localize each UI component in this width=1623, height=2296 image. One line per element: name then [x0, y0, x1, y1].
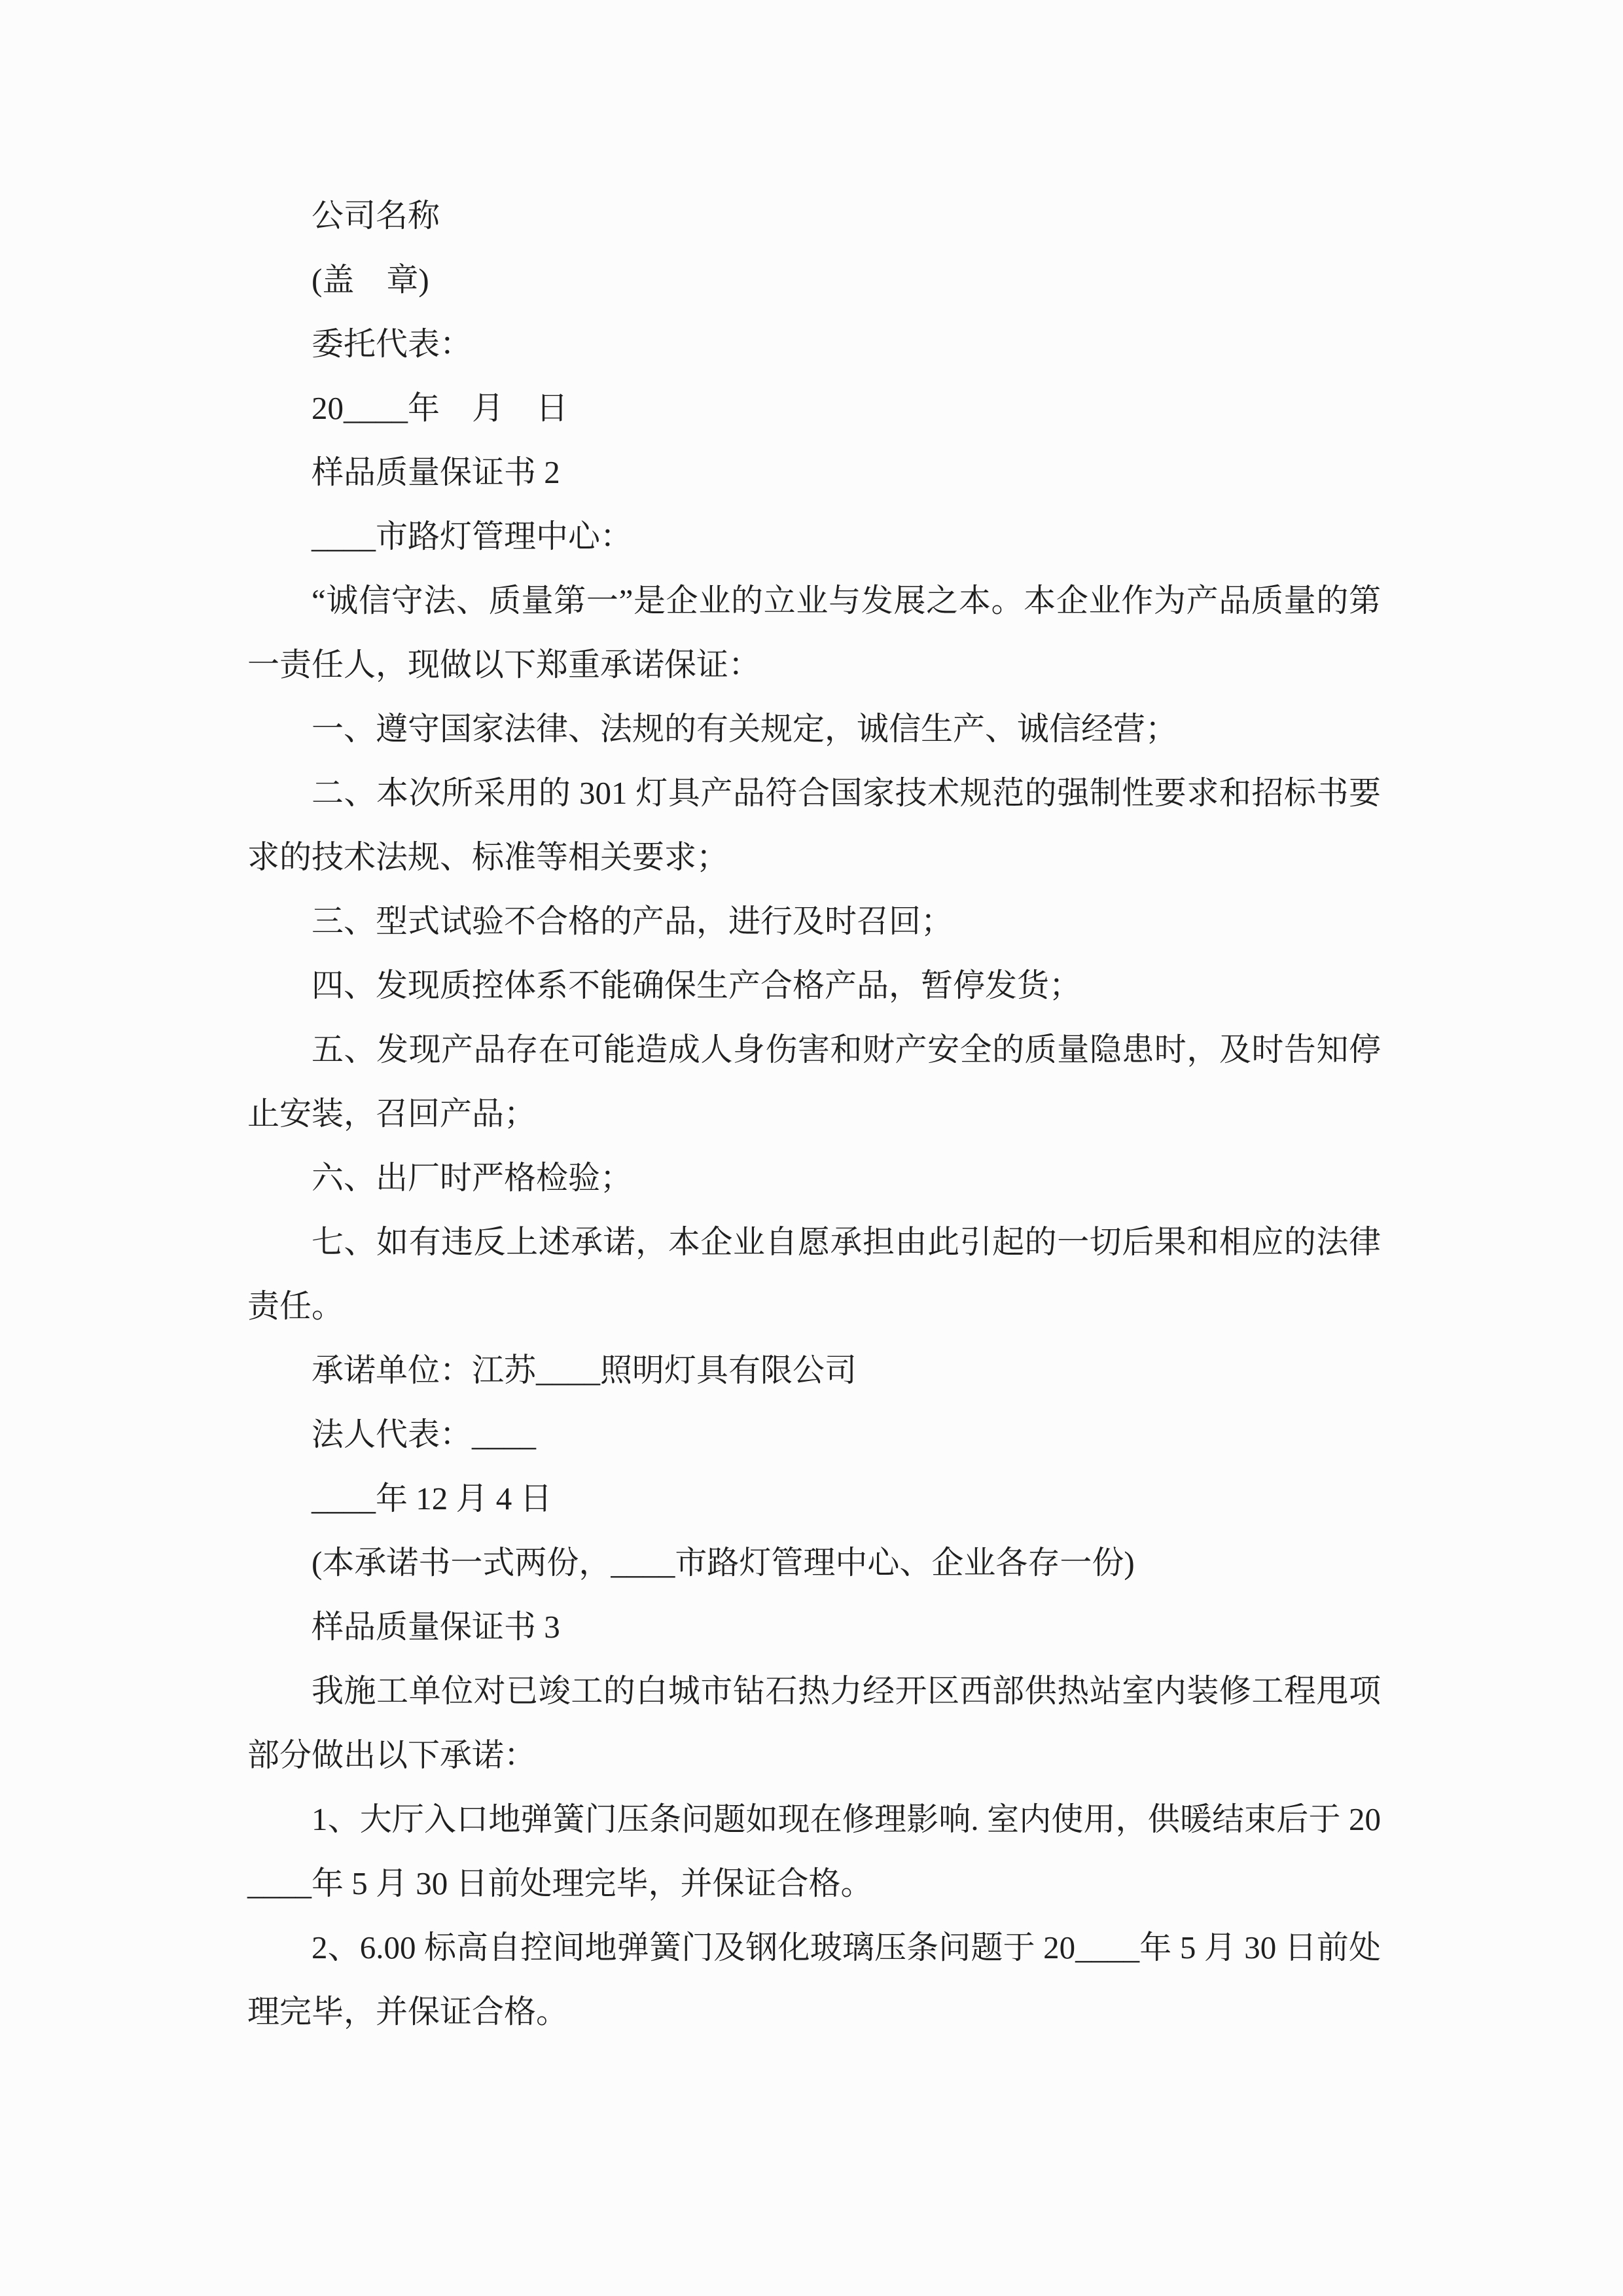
intro-commitment: “诚信守法、质量第一”是企业的立业与发展之本。本企业作为产品质量的第一责任人，现做以下郑重承诺保证： [247, 583, 1381, 683]
signature-company-line: 承诺单位：江苏____照明灯具有限公司 [312, 1352, 857, 1388]
delegate-line: 委托代表： [312, 326, 473, 362]
item-3-recall: 三、型式试验不合格的产品，进行及时召回； [312, 903, 954, 939]
item-7-legal-liability: 七、如有违反上述承诺，本企业自愿承担由此引起的一切后果和相应的法律责任。 [247, 1224, 1381, 1324]
doc-title-sample-3: 样品质量保证书 3 [312, 1609, 560, 1645]
document-body [247, 184, 1381, 2044]
commitment-1-hall-door: 1、大厅入口地弹簧门压条问题如现在修理影响. 室内使用，供暖结束后于 20____年 5 月 30 日前处理完毕，并保证合格。 [247, 1801, 1381, 1901]
intro-construction-commitment: 我施工单位对已竣工的白城市钻石热力经开区西部供热站室内装修工程甩项部分做出以下承诺： [247, 1673, 1381, 1773]
doc-title-sample-2: 样品质量保证书 2 [312, 454, 560, 490]
copies-note-line: (本承诺书一式两份，____市路灯管理中心、企业各存一份) [312, 1545, 1135, 1581]
legal-representative-line: 法人代表：____ [312, 1416, 537, 1452]
salutation-lamp-center: ____市路灯管理中心： [312, 518, 633, 554]
commitment-2-control-room: 2、6.00 标高自控间地弹簧门及钢化玻璃压条问题于 20____年 5 月 30 日前处理完毕，并保证合格。 [247, 1929, 1381, 2030]
date-blank-line: 20____年 月 日 [312, 390, 569, 426]
seal-line: (盖 章) [312, 262, 429, 298]
item-5-notify-stop-install: 五、发现产品存在可能造成人身伤害和财产安全的质量隐患时，及时告知停止安装，召回产品； [247, 1031, 1381, 1132]
signature-date-line: ____年 12 月 4 日 [312, 1480, 552, 1516]
item-2-product-standards: 二、本次所采用的 301 灯具产品符合国家技术规范的强制性要求和招标书要求的技术法规、标准等相关要求； [247, 775, 1381, 875]
item-1-obey-laws: 一、遵守国家法律、法规的有关规定，诚信生产、诚信经营； [312, 711, 1178, 747]
item-4-halt-shipment: 四、发现质控体系不能确保生产合格产品，暂停发货； [312, 967, 1082, 1003]
company-name-line: 公司名称 [312, 198, 440, 234]
item-6-factory-inspection: 六、出厂时严格检验； [312, 1160, 633, 1196]
